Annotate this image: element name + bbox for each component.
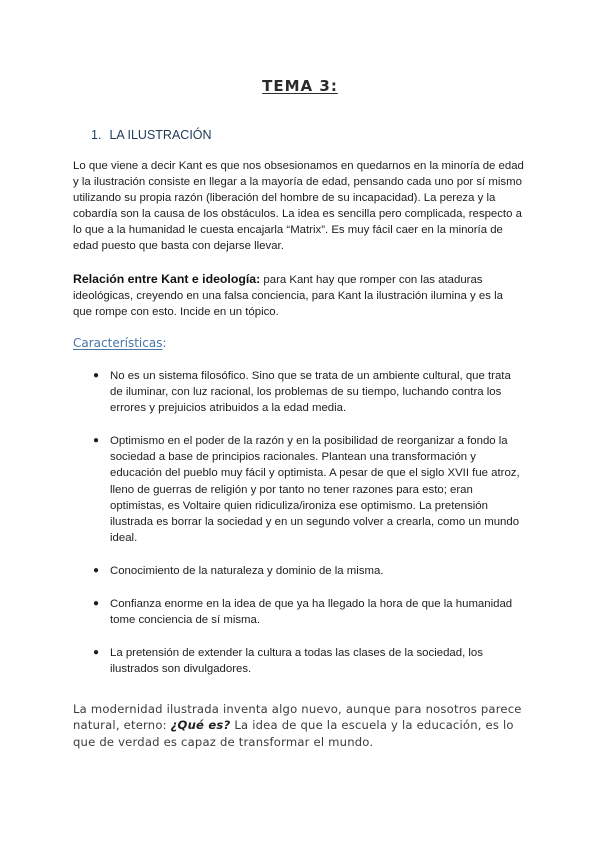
list-item-text: Conocimiento de la naturaleza y dominio de la misma.: [110, 564, 384, 577]
section-number: 1.: [91, 128, 102, 142]
bullet-icon: ●: [93, 647, 100, 659]
closing-before: La modernidad ilustrada inventa algo nuevo, aunque para nosotros parece natural, eterno:: [73, 702, 522, 733]
list-item-text: Confianza enorme en la idea de que ya ha llegado la hora de que la humanidad tome conciencia de sí misma.: [110, 598, 513, 627]
characteristics-heading: [73, 336, 167, 350]
characteristics-heading-text: Características: [73, 336, 163, 350]
list-item-text: No es un sistema filosófico. Sino que se trata de un ambiente cultural, que trata de iluminar, con luz racional, los problemas de su tiempo, luchando contra los errores y prejuicios atribuidos a la edad media.: [110, 370, 511, 415]
list-item: [93, 596, 525, 628]
closing-note: [73, 701, 533, 750]
list-item: [93, 645, 525, 677]
paragraph-kant-minoria: Lo que viene a decir Kant es que nos obsesionamos en quedarnos en la minoría de edad y la ilustración consiste en llegar a la mayoría de edad, pensando cada uno por sí mismo utilizando su propia razón (liberación del hombre de su incapacidad). La pereza y la cobardía son la causa de los obstáculos. La idea es sencilla pero complicada, respecto a lo que a la humanidad le cuesta encajarla “Matrix”. Es muy fácil caer en la minoría de edad puesto que basta con dejarse llevar.: [73, 160, 524, 253]
characteristics-list: [93, 368, 525, 694]
paragraph-lead: Relación entre Kant e ideología:: [73, 272, 261, 286]
bullet-icon: ●: [93, 598, 100, 610]
paragraph-kant-ideologia: [73, 271, 525, 320]
closing-after: La idea de que la escuela y la educación, es lo que de verdad es capaz de transformar el mundo.: [73, 718, 514, 749]
section-heading: [91, 128, 212, 142]
page-title: TEMA 3:: [262, 77, 338, 95]
list-item-text: Optimismo en el poder de la razón y en la posibilidad de reorganizar a fondo la sociedad a base de principios racionales. Plantean una transformación y educación del pueblo muy fácil y optimista. A pesar de que el siglo XVII fue atroz, lleno de guerras de religión y por tanto no tener razones para esto; eran optimistas, es Voltaire quien ridiculiza/ironiza ese optimismo. La pretensión ilustrada es borrar la sociedad y en un segundo volver a crearla, como un mundo ideal.: [110, 435, 520, 544]
list-item: [93, 368, 525, 416]
list-item: [93, 563, 525, 579]
bullet-icon: ●: [93, 370, 100, 381]
bullet-icon: ●: [93, 564, 100, 576]
bullet-icon: ●: [93, 435, 100, 447]
section-title: LA ILUSTRACIÓN: [109, 128, 212, 142]
closing-question: ¿Qué es?: [170, 718, 231, 733]
paragraph-body: para Kant hay que romper con las ataduras ideológicas, creyendo en una falsa conciencia, para Kant la ilustración ilumina y es la que rompe con esto. Incide en un tópico.: [73, 274, 503, 319]
list-item: [93, 433, 525, 546]
characteristics-colon: :: [162, 336, 167, 350]
list-item-text: La pretensión de extender la cultura a todas las clases de la sociedad, los ilustrados son divulgadores.: [110, 647, 483, 676]
